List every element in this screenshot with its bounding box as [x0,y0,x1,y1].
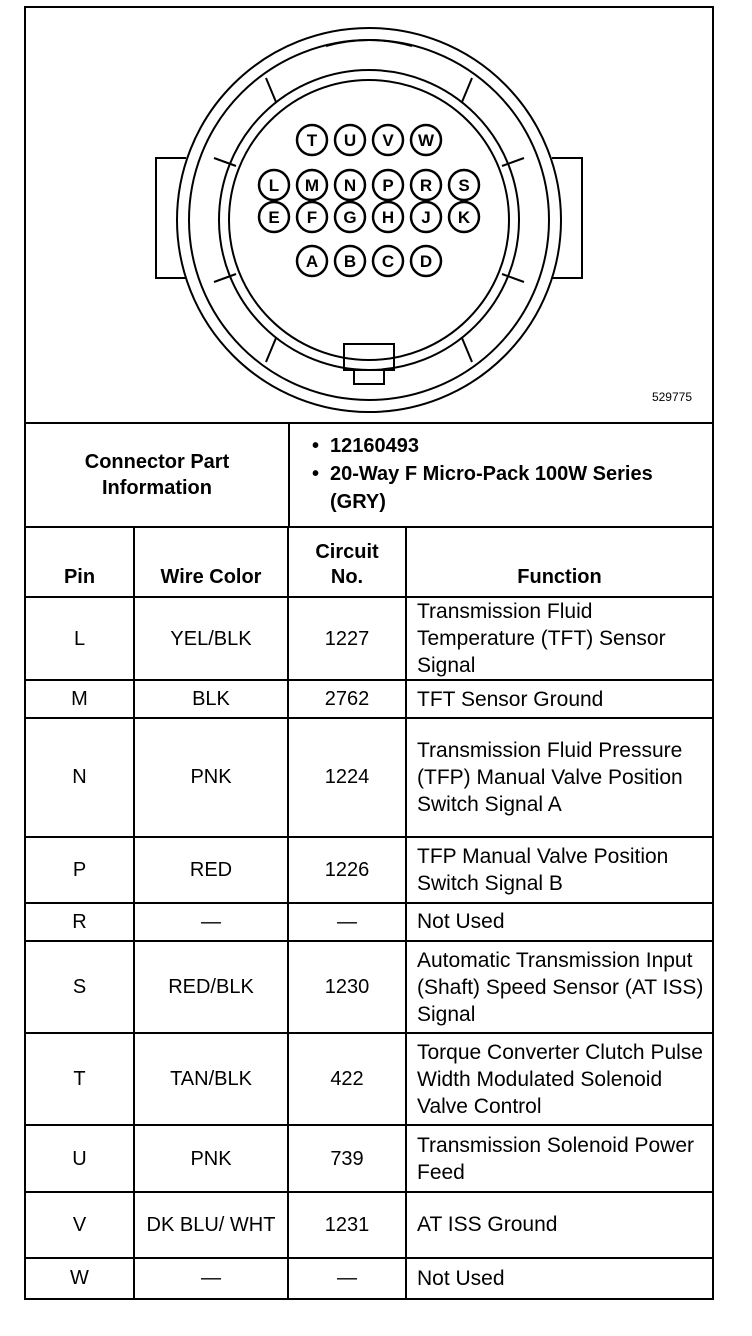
function-cell: AT ISS Ground [406,1192,712,1258]
pin-cavity-f [297,202,327,232]
pin-label: A [305,252,319,271]
function-cell: Transmission Fluid Pressure (TFP) Manual Valve Position Switch Signal A [406,718,712,836]
connector-part-info [26,424,712,528]
pin-cavity-p [373,170,403,200]
header-wire-color: Wire Color [134,527,288,597]
pin-label: D [419,252,433,271]
pin-cell: L [26,597,134,680]
table-row [26,1192,712,1258]
pin-label: C [381,252,395,271]
header-circuit-line2: No. [330,566,364,588]
pin-cavity-e [259,202,289,232]
table-row [26,1258,712,1298]
pin-cavity-b [335,246,365,276]
pin-cavity-a [297,246,327,276]
pin-cell: W [26,1258,134,1298]
function-cell: TFT Sensor Ground [406,680,712,718]
wire-color-cell: — [134,903,288,941]
wire-color-cell: DK BLU/ WHT [134,1192,288,1258]
wire-color-cell: YEL/BLK [134,597,288,680]
circuit-cell: 1227 [288,597,406,680]
pin-cell: T [26,1033,134,1125]
pinout-table [26,526,712,1298]
pin-label: F [306,208,318,227]
pin-cavity-k [449,202,479,232]
part-info-label [26,424,290,526]
pin-label: S [458,176,470,195]
pin-label: R [419,176,433,195]
wire-color-cell: BLK [134,680,288,718]
pin-cell: M [26,680,134,718]
table-row [26,718,712,836]
table-row [26,941,712,1033]
pin-label: K [457,208,471,227]
pin-cell: V [26,1192,134,1258]
pin-cavity-v [373,125,403,155]
pin-label: N [343,176,357,195]
circuit-cell: 739 [288,1125,406,1191]
pin-cell: R [26,903,134,941]
wire-color-cell: RED/BLK [134,941,288,1033]
pin-label: M [304,176,320,195]
pin-cell: S [26,941,134,1033]
function-cell: Transmission Fluid Temperature (TFT) Sensor Signal [406,597,712,680]
pin-cavity-u [335,125,365,155]
pin-label: L [268,176,280,195]
circuit-cell: — [288,1258,406,1298]
table-row [26,597,712,680]
table-row [26,837,712,903]
connector-diagram [26,8,712,424]
table-row [26,680,712,718]
part-info-label-line1: Connector Part [84,451,230,473]
header-pin: Pin [26,527,134,597]
pin-cavity-w [411,125,441,155]
wire-color-cell: PNK [134,718,288,836]
wire-color-cell: — [134,1258,288,1298]
table-row [26,903,712,941]
circuit-cell: — [288,903,406,941]
table-row [26,1033,712,1125]
circuit-cell: 2762 [288,680,406,718]
pin-label: V [382,131,394,150]
pin-cell: U [26,1125,134,1191]
function-cell: Not Used [406,1258,712,1298]
table-row [26,1125,712,1191]
circuit-cell: 1224 [288,718,406,836]
pin-cavity-j [411,202,441,232]
pin-label: B [343,252,357,271]
header-circuit-no [288,527,406,597]
header-circuit-line1: Circuit [315,541,379,563]
function-cell: TFP Manual Valve Position Switch Signal B [406,837,712,903]
wire-color-cell: RED [134,837,288,903]
pin-cavity-c [373,246,403,276]
pin-cavity-h [373,202,403,232]
pin-cavity-t [297,125,327,155]
function-cell: Automatic Transmission Input (Shaft) Speed Sensor (AT ISS) Signal [406,941,712,1033]
pin-cavity-s [449,170,479,200]
part-info-list [302,432,702,516]
pin-label: J [421,208,431,227]
connector-face-drawing [26,8,712,422]
circuit-cell: 422 [288,1033,406,1125]
pin-label: E [268,208,280,227]
connector-description-item: • 20-Way F Micro-Pack 100W Series (GRY) [302,460,702,516]
function-cell: Transmission Solenoid Power Feed [406,1125,712,1191]
pin-label: W [417,131,435,150]
function-cell: Not Used [406,903,712,941]
pin-label: G [343,208,357,227]
pin-cavity-g [335,202,365,232]
pin-cavity-l [259,170,289,200]
pin-cell: N [26,718,134,836]
pin-label: P [382,176,394,195]
pin-cavity-d [411,246,441,276]
function-cell: Torque Converter Clutch Pulse Width Modulated Solenoid Valve Control [406,1033,712,1125]
pin-label: T [306,131,318,150]
part-number-item: • 12160493 [302,432,702,460]
pin-cell: P [26,837,134,903]
part-info-label-line2: Information [102,477,212,499]
pin-label: H [381,208,395,227]
pin-cavity-m [297,170,327,200]
pin-cavity-n [335,170,365,200]
wire-color-cell: PNK [134,1125,288,1191]
wire-color-cell: TAN/BLK [134,1033,288,1125]
circuit-cell: 1226 [288,837,406,903]
pin-cavity-r [411,170,441,200]
header-function: Function [406,527,712,597]
figure-reference-number: 529775 [651,390,692,404]
pin-label: U [343,131,357,150]
connector-sheet [24,6,714,1300]
circuit-cell: 1230 [288,941,406,1033]
circuit-cell: 1231 [288,1192,406,1258]
